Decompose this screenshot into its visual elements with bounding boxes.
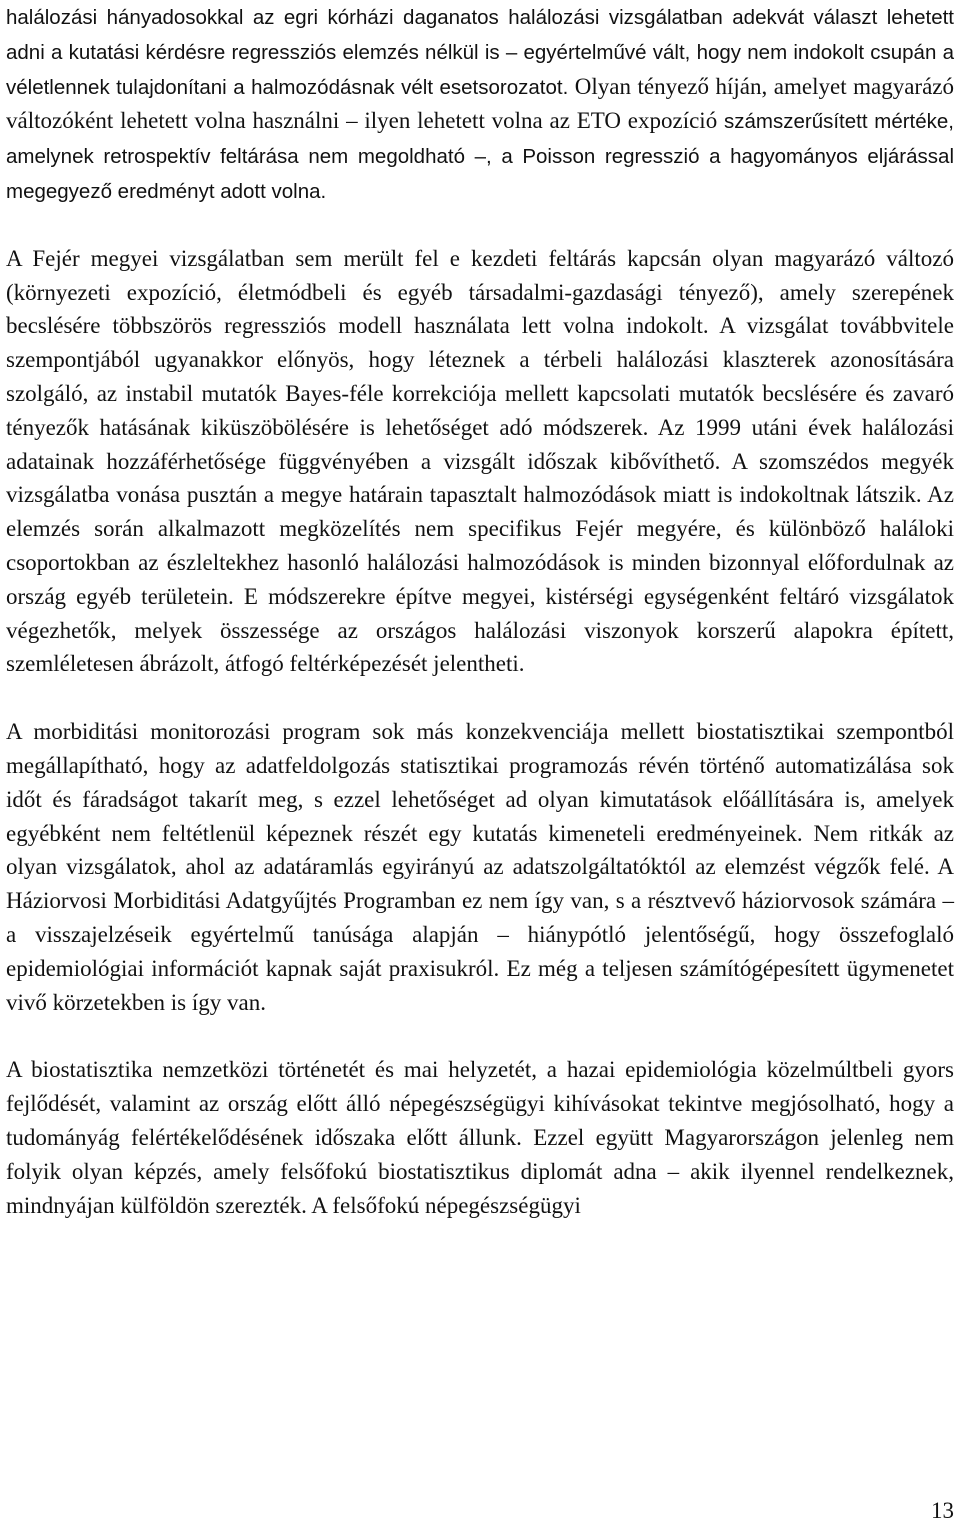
paragraph-2 <box>6 242 954 681</box>
paragraph-1-segment-2: Olyan tényező híján, amelyet magyarázó változóként lehetett volna használni – ilyen lehetett volna az ETO expozíció <box>6 73 954 134</box>
paragraph-3 <box>6 715 954 1019</box>
page-number: 13 <box>931 1498 954 1523</box>
paragraph-4 <box>6 1053 954 1222</box>
paragraph-3-text: A morbiditási monitorozási program sok más konzekvenciája mellett biostatisztikai szempontból megállapítható, hogy az adatfeldolgozás statisztikai programozás révén történő automatizálása sok időt és fáradságot takarít meg, s ezzel lehetőséget ad olyan kimutatások előállítására is, amelyek egyébként nem feltétlenül képeznek részét egy kutatás kimeneteli eredményeinek. Nem ritkák az olyan vizsgálatok, ahol az adatáramlás egyirányú az adatszolgáltatóktól az elemzést végzők felé. A Háziorvosi Morbiditási Adatgyűjtés Programban ez nem így van, s a résztvevő háziorvosok számára – a visszajelzéseik egyértelmű tanúsága alapján – hiánypótló jelentőségű, hogy összefoglaló epidemiológiai információt kapnak saját praxisukról. Ez még a teljesen számítógépesített ügymenetet vivő körzetekben is így van. <box>6 719 954 1015</box>
paragraph-1-segment-1: halálozási hányadosokkal az egri kórházi daganatos halálozási vizsgálatban adekvát választ lehetett adni a kutatási kérdésre regressziós elemzés nélkül is – egyértelművé vált, hogy nem indokolt csupán a véletlennek tulajdonítani a halmozódásnak vélt esetsorozatot. <box>6 6 954 99</box>
paragraph-1-segment-3: számszerűsített mértéke, amelynek retrospektív feltárása nem megoldható –, a Poisson regresszió a hagyományos eljárással megegyező eredményt adott volna. <box>6 110 955 203</box>
paragraph-1 <box>6 0 954 209</box>
paragraph-2-text: A Fejér megyei vizsgálatban sem merült fel e kezdeti feltárás kapcsán olyan magyarázó változó (környezeti expozíció, életmódbeli és egyéb társadalmi-gazdasági tényező), amely szerepének becslésére többszörös regressziós modell használata lett volna indokolt. A vizsgálat továbbvitele szempontjából ugyanakkor előnyös, hogy léteznek a térbeli halálozási klaszterek azonosítására szolgáló, az instabil mutatók Bayes-féle korrekciója mellett kapcsolati mutatók becslésére és zavaró tényezők hatásának kiküszöbölésére is lehetőséget adó módszerek. Az 1999 utáni évek halálozási adatainak hozzáférhetősége függvényében a vizsgált időszak kibővíthető. A szomszédos megyék vizsgálatba vonása pusztán a megye határain tapasztalt halmozódások miatt is indokoltnak látszik. Az elemzés során alkalmazott megközelítés nem specifikus Fejér megyére, és különböző haláloki csoportokban az észleltekhez hasonló halálozási halmozódások is minden bizonnyal előfordulnak az ország egyéb területein. E módszerekre építve megyei, kistérségi egységenként feltáró vizsgálatok végezhetők, melyek összessége az országos halálozási viszonyok korszerű alapokra épített, szemléletesen ábrázolt, átfogó feltérképezését jelentheti. <box>6 245 954 677</box>
paragraph-4-text: A biostatisztika nemzetközi történetét és mai helyzetét, a hazai epidemiológia közelmúltbeli gyors fejlődését, valamint az ország előtt álló népegészségügyi kihívásokat tekintve megjósolható, hogy a tudományág felértékelődésének időszaka előtt állunk. Ezzel együtt Magyarországon jelenleg nem folyik olyan képzés, amely felsőfokú biostatisztikus diplomát adna – akik ilyennel rendelkeznek, mindnyájan külföldön szerezték. A felsőfokú népegészségügyi <box>6 1057 954 1218</box>
document-body <box>6 0 954 1222</box>
